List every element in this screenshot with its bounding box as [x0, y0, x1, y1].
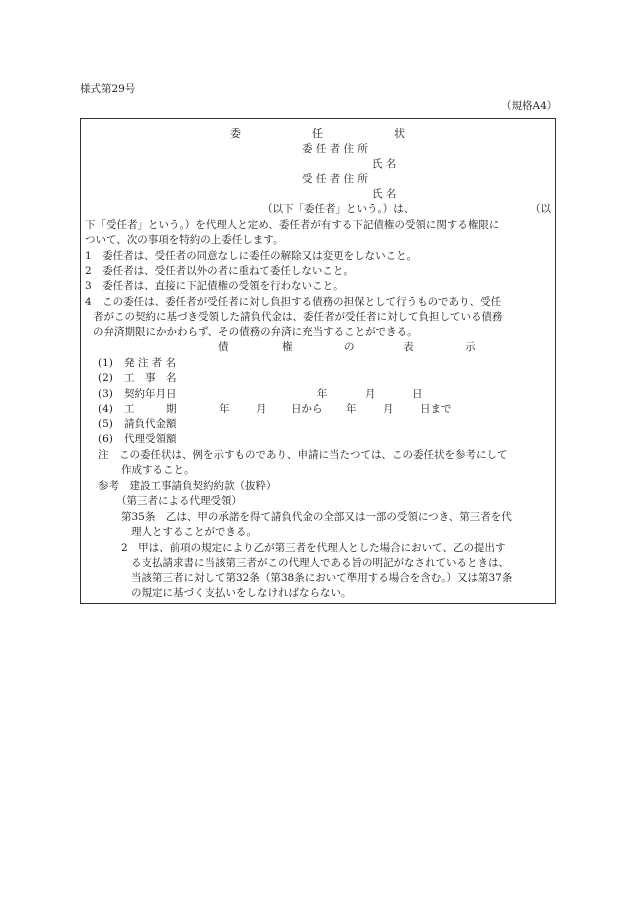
item-4-label: 工 期 [124, 403, 177, 415]
claim-heading-char-1: 債 [218, 341, 229, 353]
intro-line-3: ついて、次の事項を特約の上委任します。 [85, 234, 284, 246]
item-4-start-month: 月 [256, 403, 267, 415]
item-2-label: 工 事 名 [124, 372, 177, 384]
clause-4-line-3: の弁済期限にかかわらず、その債務の弁済に充当することができる。 [93, 326, 418, 338]
form-number: 様式第29号 [80, 83, 136, 95]
paragraph-2-line-2: る支払請求書に当該第三者がこの代理人である旨の明記がなされているときは、 [131, 557, 509, 569]
intro-line-1: （以下「委任者」という。）は、 [262, 203, 415, 215]
item-6-label: 代理受領額 [124, 433, 177, 445]
clause-4-line-2: 者がこの契約に基づき受領した請負代金は、委任者が受任者に対して負担している債務 [93, 311, 503, 323]
item-2-number: (2) [98, 372, 113, 384]
item-3-label: 契約年月日 [124, 388, 177, 400]
reference-subheading: （第三者による代理受領） [116, 495, 242, 507]
item-3-number: (3) [98, 388, 113, 400]
item-5-number: (5) [98, 418, 113, 430]
claim-heading-char-2: 権 [282, 341, 293, 353]
item-4-end-month: 月 [383, 403, 394, 415]
article-35-line-2: 理人とすることができる。 [131, 526, 257, 538]
item-3-day: 日 [412, 388, 423, 400]
item-4-end-day: 日まで [420, 403, 452, 415]
claim-heading-char-4: 表 [403, 341, 414, 353]
item-4-start-year: 年 [219, 403, 230, 415]
note-line-2: 作成すること。 [121, 464, 195, 476]
agent-address-label: 受 任 者 住 所 [302, 173, 368, 185]
intro-line-2: 下「受任者」という。）を代理人と定め、委任者が有する下記債権の受領に関する権限に [85, 219, 500, 231]
clause-4-line-1: 4 この委任は、委任者が受任者に対し負担する債務の担保として行うものであり、受任 [85, 296, 502, 308]
reference-heading: 参考 建設工事請負契約約款（抜粋） [98, 480, 277, 492]
item-1-number: (1) [98, 357, 113, 369]
item-4-end-year: 年 [346, 403, 357, 415]
title-char-3: 状 [394, 127, 405, 140]
item-1-label: 発 注 者 名 [124, 357, 177, 369]
clause-3: 3 委任者は、直接に下記債権の受領を行わないこと。 [85, 280, 344, 292]
item-4-number: (4) [98, 403, 113, 415]
claim-heading-char-5: 示 [465, 341, 476, 353]
paragraph-2-line-4: の規定に基づく支払いをしなければならない。 [131, 587, 352, 599]
article-35-line-1: 第35条 乙は、甲の承諾を得て請負代金の全部又は一部の受領につき、第三者を代 [121, 511, 512, 523]
item-3-year: 年 [317, 388, 328, 400]
item-6-number: (6) [98, 433, 113, 445]
paper-size-spec: （規格A4） [501, 100, 558, 112]
title-char-1: 委 [230, 127, 241, 140]
principal-name-label: 氏 名 [372, 158, 397, 170]
title-char-2: 任 [312, 127, 323, 140]
principal-address-label: 委 任 者 住 所 [302, 143, 368, 155]
paragraph-2-line-3: 当該第三者に対して第32条（第38条において準用する場合を含む。）又は第37条 [131, 572, 513, 584]
clause-2: 2 委任者は、受任者以外の者に重ねて委任しないこと。 [85, 265, 354, 277]
item-4-start-day: 日から [291, 403, 323, 415]
item-5-label: 請負代金額 [124, 418, 177, 430]
agent-name-label: 氏 名 [372, 188, 397, 200]
intro-line-1-end: （以 [530, 203, 551, 215]
item-3-month: 月 [365, 388, 376, 400]
note-line-1: 注 この委任状は、例を示すものであり、申請に当たつては、この委任状を参考にして [98, 449, 508, 461]
paragraph-2-line-1: 2 甲は、前項の規定により乙が第三者を代理人とした場合において、乙の提出す [121, 542, 506, 554]
claim-heading-char-3: の [344, 341, 355, 353]
clause-1: 1 委任者は、受任者の同意なしに委任の解除又は変更をしないこと。 [85, 250, 418, 262]
